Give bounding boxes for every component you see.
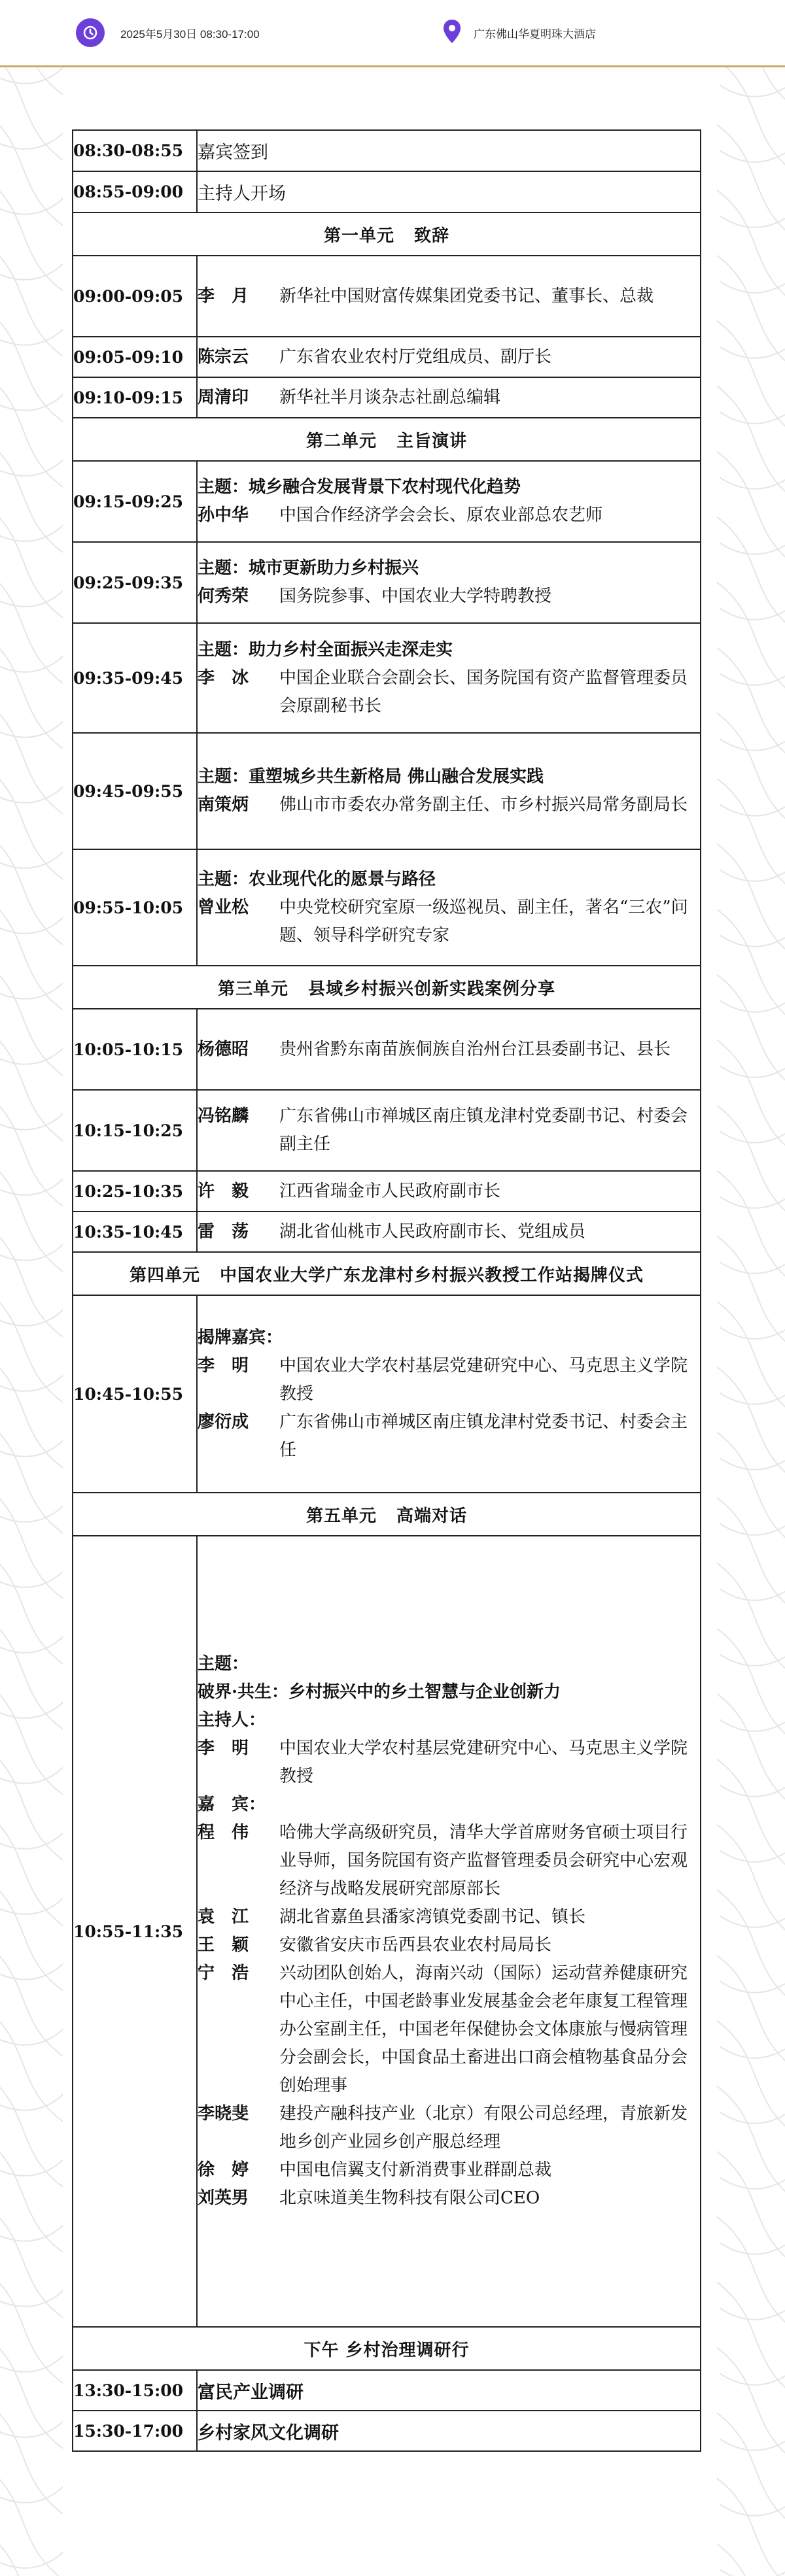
time-cell: 10:55-11:35 [73, 1536, 197, 2327]
guest-name: 廖衍成 [198, 1412, 249, 1432]
speaker-name: 李冰 [198, 668, 266, 688]
section-heading: 第四单元 中国农业大学广东龙津村乡村振兴教授工作站揭牌仪式 [73, 1252, 701, 1295]
time-cell: 13:30-15:00 [73, 2370, 197, 2411]
guest-title: 北京味道美生物科技有限公司CEO [279, 2188, 540, 2208]
time-cell: 09:45-09:55 [73, 733, 197, 849]
table-row [73, 542, 701, 623]
speaker-title: 国务院参事、中国农业大学特聘教授 [279, 586, 552, 606]
speaker-name: 何秀荣 [198, 586, 249, 606]
unveiling-guests-label: 揭牌嘉宾： [198, 1327, 283, 1347]
table-row [73, 1212, 701, 1252]
time-cell: 09:00-09:05 [73, 256, 197, 337]
host-name: 李明 [198, 1738, 266, 1758]
table-row [73, 1536, 701, 2327]
guest-title: 建投产融科技产业（北京）有限公司总经理，青旅新发地乡创产业园乡创产服总经理 [279, 2104, 688, 2152]
guest-name: 袁江 [198, 1907, 266, 1927]
location-pin-icon [442, 18, 462, 48]
time-cell: 08:55-09:00 [73, 171, 197, 212]
table-row [73, 623, 701, 733]
speaker-name: 曾业松 [198, 897, 249, 917]
speaker-title: 佛山市市委农办常务副主任、市乡村振兴局常务副局长 [279, 795, 688, 815]
speaker-name: 许毅 [198, 1181, 266, 1201]
talk-topic: 主题：城市更新助力乡村振兴 [198, 558, 419, 578]
guest-name: 程伟 [198, 1823, 266, 1842]
speaker-name: 冯铭麟 [198, 1106, 249, 1126]
dialogue-topic-label: 主题： [198, 1654, 249, 1674]
host-title: 中国农业大学农村基层党建研究中心、马克思主义学院教授 [279, 1738, 688, 1786]
guest-name: 宁浩 [198, 1963, 266, 1983]
speaker-title: 江西省瑞金市人民政府副市长 [279, 1181, 501, 1201]
speaker-title: 新华社中国财富传媒集团党委书记、董事长、总裁 [279, 286, 654, 306]
event-info-header [0, 0, 785, 67]
talk-topic: 主题：助力乡村全面振兴走深走实 [198, 639, 453, 660]
table-row [73, 1009, 701, 1090]
section-row [73, 2327, 701, 2370]
section-heading: 第五单元 高端对话 [73, 1493, 701, 1536]
talk-topic: 主题：城乡融合发展背景下农村现代化趋势 [198, 477, 521, 497]
table-row [73, 1090, 701, 1171]
event-datetime [76, 17, 260, 48]
speaker-title: 中国合作经济学会会长、原农业部总农艺师 [279, 505, 603, 525]
table-row [73, 1171, 701, 1212]
talk-topic: 主题：农业现代化的愿景与路径 [198, 869, 436, 889]
guest-name: 李明 [198, 1355, 266, 1376]
section-heading: 第二单元 主旨演讲 [73, 418, 701, 461]
table-row [73, 337, 701, 377]
table-row [73, 171, 701, 212]
guest-title: 湖北省嘉鱼县潘家湾镇党委副书记、镇长 [279, 1907, 586, 1927]
guest-title: 中国农业大学农村基层党建研究中心、马克思主义学院教授 [279, 1355, 688, 1404]
guest-name: 王颖 [198, 1935, 266, 1955]
table-row [73, 849, 701, 966]
agenda-table [72, 129, 701, 2452]
guest-name: 刘英男 [198, 2188, 249, 2208]
speaker-name: 雷荡 [198, 1221, 266, 1242]
speaker-name: 杨德昭 [198, 1039, 249, 1059]
section-row [73, 1252, 701, 1295]
speaker-title: 贵州省黔东南苗族侗族自治州台江县委副书记、县长 [279, 1039, 671, 1059]
table-row [73, 461, 701, 542]
section-row [73, 212, 701, 256]
speaker-title: 广东省佛山市禅城区南庄镇龙津村党委副书记、村委会副主任 [279, 1106, 688, 1154]
section-row [73, 966, 701, 1009]
section-row [73, 418, 701, 461]
activity-cell: 主持人开场 [197, 171, 701, 212]
section-row [73, 1493, 701, 1536]
guest-name: 李晓斐 [198, 2104, 249, 2124]
speaker-name: 周清印 [198, 387, 249, 407]
speaker-title: 中国企业联合会副会长、国务院国有资产监督管理委员会原副秘书长 [279, 668, 688, 716]
activity-cell: 嘉宾签到 [197, 130, 701, 171]
section-heading: 第三单元 县域乡村振兴创新实践案例分享 [73, 966, 701, 1009]
section-heading: 下午 乡村治理调研行 [73, 2327, 701, 2370]
guest-title: 安徽省安庆市岳西县农业农村局局长 [279, 1935, 552, 1955]
time-cell: 09:35-09:45 [73, 623, 197, 733]
table-row [73, 733, 701, 849]
time-cell: 10:45-10:55 [73, 1295, 197, 1493]
section-heading: 第一单元 致辞 [73, 212, 701, 256]
guest-name: 徐婷 [198, 2160, 266, 2180]
time-cell: 09:15-09:25 [73, 461, 197, 542]
guests-label: 嘉 宾： [198, 1795, 266, 1814]
guest-title: 兴动团队创始人，海南兴动（国际）运动营养健康研究中心主任，中国老龄事业发展基金会老年康复工程管理办公室副主任，中国老年保健协会文体康旅与慢病管理分会副会长，中国食品土畜进出口商会植物基食品分会创始理事 [279, 1963, 688, 2095]
time-cell: 10:35-10:45 [73, 1212, 197, 1252]
guest-title: 哈佛大学高级研究员，清华大学首席财务官硕士项目行业导师，国务院国有资产监督管理委员会研究中心宏观经济与战略发展研究部原部长 [279, 1823, 688, 1899]
table-row [73, 2411, 701, 2451]
time-cell: 09:25-09:35 [73, 542, 197, 623]
speaker-name: 李月 [198, 286, 266, 306]
table-row [73, 377, 701, 418]
table-row [73, 256, 701, 337]
speaker-title: 湖北省仙桃市人民政府副市长、党组成员 [279, 1221, 586, 1242]
speaker-title: 中央党校研究室原一级巡视员、副主任，著名“三农”问题、领导科学研究专家 [279, 897, 688, 945]
guest-title: 中国电信翼支付新消费事业群副总裁 [279, 2160, 552, 2180]
talk-topic: 主题：重塑城乡共生新格局 佛山融合发展实践 [198, 767, 544, 787]
speaker-title: 新华社半月谈杂志社副总编辑 [279, 387, 501, 407]
time-cell: 10:25-10:35 [73, 1171, 197, 1212]
time-cell: 09:55-10:05 [73, 849, 197, 966]
time-cell: 09:05-09:10 [73, 337, 197, 377]
clock-icon [76, 18, 105, 47]
table-row [73, 130, 701, 171]
activity-cell: 乡村家风文化调研 [197, 2411, 701, 2451]
time-cell: 10:05-10:15 [73, 1009, 197, 1090]
guest-title: 广东省佛山市禅城区南庄镇龙津村党委书记、村委会主任 [279, 1412, 688, 1460]
speaker-name: 南策炳 [198, 795, 249, 815]
event-location [442, 17, 596, 48]
speaker-title: 广东省农业农村厅党组成员、副厅长 [279, 347, 552, 367]
table-row [73, 1295, 701, 1493]
time-cell: 08:30-08:55 [73, 130, 197, 171]
time-cell: 15:30-17:00 [73, 2411, 197, 2451]
location-text: 广东佛山华夏明珠大酒店 [474, 27, 596, 41]
host-label: 主持人： [198, 1710, 266, 1730]
dialogue-topic: 破界·共生：乡村振兴中的乡土智慧与企业创新力 [198, 1682, 561, 1702]
table-row [73, 2370, 701, 2411]
time-cell: 09:10-09:15 [73, 377, 197, 418]
time-cell: 10:15-10:25 [73, 1090, 197, 1171]
speaker-name: 陈宗云 [198, 347, 249, 367]
speaker-name: 孙中华 [198, 505, 249, 525]
activity-cell: 富民产业调研 [197, 2370, 701, 2411]
datetime-text: 2025年5月30日 08:30-17:00 [120, 27, 260, 41]
